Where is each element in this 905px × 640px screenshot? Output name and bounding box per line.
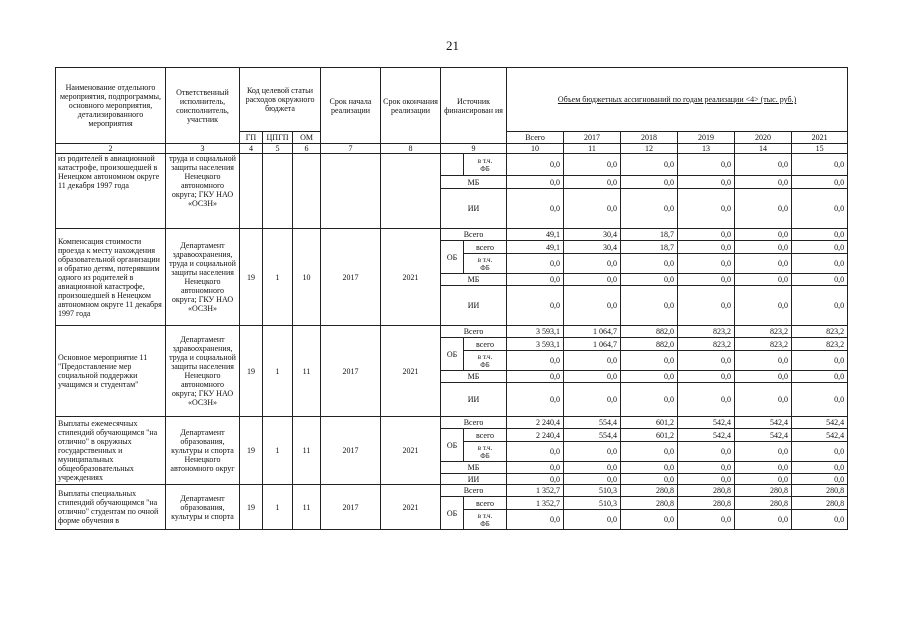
amount-cell: 0,0 bbox=[621, 176, 678, 189]
responsible-executor: Департамент образования, культуры и спорта Ненецкого автономного округ bbox=[166, 417, 240, 485]
table-row bbox=[56, 485, 848, 497]
source-ob-total-label: всего bbox=[464, 338, 507, 351]
amount-cell: 280,8 bbox=[678, 485, 735, 497]
col-number: 9 bbox=[441, 144, 507, 154]
code-gp: 19 bbox=[240, 485, 263, 530]
source-mb-label: МБ bbox=[441, 176, 507, 189]
measure-name: Выплаты специальных стипендий обучающимся "на отлично" студентам по очной форме обучения в bbox=[56, 485, 166, 530]
amount-cell: 0,0 bbox=[507, 254, 564, 274]
amount-cell: 280,8 bbox=[792, 485, 848, 497]
amount-cell: 0,0 bbox=[678, 371, 735, 383]
amount-cell: 0,0 bbox=[735, 286, 792, 326]
amount-cell: 0,0 bbox=[507, 154, 564, 176]
amount-cell: 30,4 bbox=[564, 241, 621, 254]
amount-cell: 0,0 bbox=[678, 274, 735, 286]
amount-cell: 0,0 bbox=[678, 442, 735, 462]
amount-cell: 0,0 bbox=[564, 254, 621, 274]
amount-cell: 3 593,1 bbox=[507, 326, 564, 338]
source-mb-label: МБ bbox=[441, 462, 507, 474]
amount-cell: 542,4 bbox=[735, 429, 792, 442]
amount-cell: 0,0 bbox=[792, 371, 848, 383]
amount-cell: 0,0 bbox=[735, 189, 792, 229]
amount-cell: 280,8 bbox=[678, 497, 735, 510]
code-pp: 1 bbox=[263, 229, 293, 326]
amount-cell: 0,0 bbox=[678, 229, 735, 241]
amount-cell: 0,0 bbox=[792, 229, 848, 241]
amount-cell: 0,0 bbox=[792, 176, 848, 189]
source-mb-label: МБ bbox=[441, 371, 507, 383]
amount-cell: 0,0 bbox=[678, 154, 735, 176]
responsible-executor: труда и социальной защиты населения Ненецкого автономного округа; ГКУ НАО «ОСЗН» bbox=[166, 154, 240, 229]
code-pp: 1 bbox=[263, 485, 293, 530]
amount-cell: 554,4 bbox=[564, 417, 621, 429]
amount-cell: 0,0 bbox=[678, 462, 735, 474]
page-number: 21 bbox=[446, 38, 459, 53]
vtch-label: в т.ч. bbox=[477, 511, 493, 520]
amount-cell: 510,3 bbox=[564, 497, 621, 510]
amount-cell: 542,4 bbox=[735, 417, 792, 429]
amount-cell: 0,0 bbox=[792, 351, 848, 371]
budget-table bbox=[55, 67, 848, 530]
amount-cell: 542,4 bbox=[792, 429, 848, 442]
fb-label: ФБ bbox=[480, 263, 490, 272]
amount-cell: 823,2 bbox=[792, 338, 848, 351]
amount-cell: 0,0 bbox=[735, 241, 792, 254]
source-ob-label: ОБ bbox=[441, 338, 464, 371]
header-responsible: Ответственный исполнитель, соисполнитель, участник bbox=[166, 68, 240, 144]
source-total-label: Всего bbox=[441, 326, 507, 338]
col-number: 4 bbox=[240, 144, 263, 154]
header-gp: ГП bbox=[240, 132, 263, 144]
amount-cell: 0,0 bbox=[621, 462, 678, 474]
amount-cell: 0,0 bbox=[792, 274, 848, 286]
amount-cell: 0,0 bbox=[564, 154, 621, 176]
responsible-executor: Департамент здравоохранения, труда и социальной защиты населения Ненецкого автономного округа; ГКУ НАО «ОСЗН» bbox=[166, 326, 240, 417]
amount-cell: 0,0 bbox=[507, 351, 564, 371]
amount-cell: 0,0 bbox=[621, 383, 678, 417]
amount-cell: 18,7 bbox=[621, 229, 678, 241]
responsible-executor: Департамент образования, культуры и спорта bbox=[166, 485, 240, 530]
col-number: 12 bbox=[621, 144, 678, 154]
vtch-label: в т.ч. bbox=[477, 255, 493, 264]
source-ob-label: ОБ bbox=[441, 429, 464, 462]
amount-cell: 0,0 bbox=[621, 510, 678, 530]
amount-cell: 0,0 bbox=[735, 229, 792, 241]
amount-cell: 30,4 bbox=[564, 229, 621, 241]
amount-cell: 280,8 bbox=[735, 497, 792, 510]
header-year: 2020 bbox=[735, 132, 792, 144]
amount-cell: 0,0 bbox=[564, 510, 621, 530]
amount-cell: 0,0 bbox=[678, 254, 735, 274]
end-year: 2021 bbox=[381, 326, 441, 417]
source-ob-total-label: всего bbox=[464, 429, 507, 442]
amount-cell: 0,0 bbox=[735, 383, 792, 417]
source-mb-label: МБ bbox=[441, 274, 507, 286]
source-ob-total-label: всего bbox=[464, 241, 507, 254]
amount-cell: 0,0 bbox=[678, 176, 735, 189]
code-om: 11 bbox=[293, 485, 321, 530]
amount-cell: 0,0 bbox=[621, 474, 678, 485]
amount-cell: 280,8 bbox=[621, 497, 678, 510]
end-year: 2021 bbox=[381, 229, 441, 326]
amount-cell: 0,0 bbox=[792, 442, 848, 462]
amount-cell: 0,0 bbox=[735, 154, 792, 176]
col-number: 8 bbox=[381, 144, 441, 154]
amount-cell: 0,0 bbox=[678, 351, 735, 371]
amount-cell: 0,0 bbox=[507, 176, 564, 189]
amount-cell: 0,0 bbox=[564, 383, 621, 417]
amount-cell: 0,0 bbox=[792, 383, 848, 417]
amount-cell: 0,0 bbox=[621, 189, 678, 229]
fb-label: ФБ bbox=[480, 360, 490, 369]
amount-cell: 0,0 bbox=[564, 371, 621, 383]
source-fb-label bbox=[464, 351, 507, 371]
amount-cell: 0,0 bbox=[564, 189, 621, 229]
amount-cell: 0,0 bbox=[507, 510, 564, 530]
col-number: 10 bbox=[507, 144, 564, 154]
source-fb-label bbox=[464, 510, 507, 530]
source-ob-spacer bbox=[441, 154, 464, 176]
code-cell bbox=[263, 154, 293, 229]
fb-label: ФБ bbox=[480, 164, 490, 173]
source-ii-label: ИИ bbox=[441, 383, 507, 417]
amount-cell: 601,2 bbox=[621, 429, 678, 442]
amount-cell: 0,0 bbox=[792, 189, 848, 229]
amount-cell: 0,0 bbox=[678, 383, 735, 417]
measure-name: из родителей в авиационной катастрофе, произошедшей в Ненецком автономном округе 11 декабря 1997 года bbox=[56, 154, 166, 229]
fb-label: ФБ bbox=[480, 451, 490, 460]
amount-cell: 0,0 bbox=[564, 286, 621, 326]
amount-cell: 0,0 bbox=[735, 371, 792, 383]
amount-cell: 2 240,4 bbox=[507, 429, 564, 442]
start-year: 2017 bbox=[321, 326, 381, 417]
end-year: 2021 bbox=[381, 417, 441, 485]
amount-cell: 601,2 bbox=[621, 417, 678, 429]
amount-cell: 0,0 bbox=[678, 286, 735, 326]
amount-cell: 823,2 bbox=[735, 326, 792, 338]
amount-cell: 0,0 bbox=[621, 371, 678, 383]
source-total-label: Всего bbox=[441, 229, 507, 241]
source-fb-label bbox=[464, 442, 507, 462]
amount-cell: 554,4 bbox=[564, 429, 621, 442]
vtch-label: в т.ч. bbox=[477, 443, 493, 452]
amount-cell: 0,0 bbox=[735, 254, 792, 274]
header-year: 2018 bbox=[621, 132, 678, 144]
col-number: 7 bbox=[321, 144, 381, 154]
amount-cell: 882,0 bbox=[621, 326, 678, 338]
source-fb-label bbox=[464, 154, 507, 176]
amount-cell: 0,0 bbox=[507, 274, 564, 286]
amount-cell: 0,0 bbox=[564, 474, 621, 485]
source-ii-label: ИИ bbox=[441, 474, 507, 485]
amount-cell: 882,0 bbox=[621, 338, 678, 351]
responsible-executor: Департамент здравоохранения, труда и социальной защиты населения Ненецкого автономного округа; ГКУ НАО «ОСЗН» bbox=[166, 229, 240, 326]
code-pp: 1 bbox=[263, 326, 293, 417]
source-ob-label: ОБ bbox=[441, 497, 464, 530]
col-number: 15 bbox=[792, 144, 848, 154]
amount-cell: 1 352,7 bbox=[507, 485, 564, 497]
code-om: 10 bbox=[293, 229, 321, 326]
amount-cell: 0,0 bbox=[735, 462, 792, 474]
amount-cell: 542,4 bbox=[792, 417, 848, 429]
source-ob-label: ОБ bbox=[441, 241, 464, 274]
amount-cell: 280,8 bbox=[792, 497, 848, 510]
header-name: Наименование отдельного мероприятия, подпрограммы, основного мероприятия, детализированного мероприятия bbox=[56, 68, 166, 144]
amount-cell: 823,2 bbox=[678, 338, 735, 351]
header-ppgp: ЦПГП bbox=[263, 132, 293, 144]
header-volume: Объем бюджетных ассигнований по годам реализации <4> (тыс. руб.) bbox=[557, 95, 797, 104]
amount-cell: 542,4 bbox=[678, 429, 735, 442]
amount-cell: 510,3 bbox=[564, 485, 621, 497]
amount-cell: 0,0 bbox=[735, 176, 792, 189]
col-number: 3 bbox=[166, 144, 240, 154]
code-cell bbox=[381, 154, 441, 229]
code-gp: 19 bbox=[240, 229, 263, 326]
amount-cell: 0,0 bbox=[621, 154, 678, 176]
amount-cell: 542,4 bbox=[678, 417, 735, 429]
table-row bbox=[56, 154, 848, 176]
amount-cell: 0,0 bbox=[792, 241, 848, 254]
amount-cell: 0,0 bbox=[564, 351, 621, 371]
header-code: Код целевой статьи расходов окружного бюджета bbox=[240, 68, 321, 132]
col-number: 6 bbox=[293, 144, 321, 154]
amount-cell: 0,0 bbox=[621, 274, 678, 286]
amount-cell: 0,0 bbox=[507, 462, 564, 474]
amount-cell: 0,0 bbox=[507, 371, 564, 383]
amount-cell: 0,0 bbox=[792, 510, 848, 530]
header-total: Всего bbox=[507, 132, 564, 144]
code-gp: 19 bbox=[240, 326, 263, 417]
amount-cell: 0,0 bbox=[621, 254, 678, 274]
code-om: 11 bbox=[293, 417, 321, 485]
col-number: 11 bbox=[564, 144, 621, 154]
amount-cell: 0,0 bbox=[735, 510, 792, 530]
amount-cell: 280,8 bbox=[621, 485, 678, 497]
amount-cell: 0,0 bbox=[792, 254, 848, 274]
col-number: 2 bbox=[56, 144, 166, 154]
amount-cell: 0,0 bbox=[621, 442, 678, 462]
amount-cell: 0,0 bbox=[564, 274, 621, 286]
col-number: 5 bbox=[263, 144, 293, 154]
start-year: 2017 bbox=[321, 417, 381, 485]
amount-cell: 823,2 bbox=[792, 326, 848, 338]
amount-cell: 0,0 bbox=[564, 176, 621, 189]
header-start: Срок начала реализации bbox=[321, 68, 381, 144]
amount-cell: 0,0 bbox=[735, 442, 792, 462]
fb-label: ФБ bbox=[480, 519, 490, 528]
amount-cell: 1 064,7 bbox=[564, 326, 621, 338]
amount-cell: 823,2 bbox=[735, 338, 792, 351]
header-year: 2019 bbox=[678, 132, 735, 144]
amount-cell: 0,0 bbox=[507, 189, 564, 229]
amount-cell: 0,0 bbox=[507, 286, 564, 326]
amount-cell: 2 240,4 bbox=[507, 417, 564, 429]
source-total-label: Всего bbox=[441, 485, 507, 497]
start-year: 2017 bbox=[321, 485, 381, 530]
measure-name: Выплаты ежемесячных стипендий обучающимся "на отлично" в окружных государственных и муниципальных общеобразовательных учреждениях bbox=[56, 417, 166, 485]
header-year: 2017 bbox=[564, 132, 621, 144]
amount-cell: 0,0 bbox=[621, 351, 678, 371]
amount-cell: 280,8 bbox=[735, 485, 792, 497]
amount-cell: 1 352,7 bbox=[507, 497, 564, 510]
end-year: 2021 bbox=[381, 485, 441, 530]
amount-cell: 0,0 bbox=[735, 274, 792, 286]
amount-cell: 0,0 bbox=[621, 286, 678, 326]
code-cell bbox=[321, 154, 381, 229]
col-number: 13 bbox=[678, 144, 735, 154]
amount-cell: 0,0 bbox=[792, 286, 848, 326]
measure-name: Основное мероприятие 11 "Предоставление мер социальной поддержки учащимся и студентам" bbox=[56, 326, 166, 417]
column-number-row bbox=[56, 144, 848, 154]
amount-cell: 0,0 bbox=[678, 510, 735, 530]
amount-cell: 0,0 bbox=[678, 241, 735, 254]
source-ii-label: ИИ bbox=[441, 286, 507, 326]
amount-cell: 1 064,7 bbox=[564, 338, 621, 351]
code-pp: 1 bbox=[263, 417, 293, 485]
amount-cell: 0,0 bbox=[564, 462, 621, 474]
source-fb-label bbox=[464, 254, 507, 274]
table-row bbox=[56, 229, 848, 241]
header-om: ОМ bbox=[293, 132, 321, 144]
amount-cell: 3 593,1 bbox=[507, 338, 564, 351]
amount-cell: 0,0 bbox=[507, 383, 564, 417]
code-om: 11 bbox=[293, 326, 321, 417]
table-row bbox=[56, 326, 848, 338]
code-cell bbox=[293, 154, 321, 229]
start-year: 2017 bbox=[321, 229, 381, 326]
measure-name: Компенсация стоимости проезда к месту нахождения образовательной организации и обратно детям, потерявшим одного из родителей в авиационной катастрофе, произошедшей в Ненецком автономном округе 11 декабря 1997 года bbox=[56, 229, 166, 326]
vtch-label: в т.ч. bbox=[477, 156, 493, 165]
amount-cell: 823,2 bbox=[678, 326, 735, 338]
header-year: 2021 bbox=[792, 132, 848, 144]
amount-cell: 0,0 bbox=[564, 442, 621, 462]
source-total-label: Всего bbox=[441, 417, 507, 429]
amount-cell: 18,7 bbox=[621, 241, 678, 254]
vtch-label: в т.ч. bbox=[477, 352, 493, 361]
table-row bbox=[56, 417, 848, 429]
col-number: 14 bbox=[735, 144, 792, 154]
amount-cell: 0,0 bbox=[678, 189, 735, 229]
amount-cell: 0,0 bbox=[792, 154, 848, 176]
budget-table-container bbox=[55, 67, 848, 530]
amount-cell: 0,0 bbox=[735, 474, 792, 485]
amount-cell: 49,1 bbox=[507, 229, 564, 241]
amount-cell: 0,0 bbox=[735, 351, 792, 371]
amount-cell: 0,0 bbox=[792, 462, 848, 474]
code-cell bbox=[240, 154, 263, 229]
code-gp: 19 bbox=[240, 417, 263, 485]
header-end: Срок окончания реализации bbox=[381, 68, 441, 144]
source-ii-label: ИИ bbox=[441, 189, 507, 229]
header-source: Источник финансирован ия bbox=[441, 68, 507, 144]
amount-cell: 0,0 bbox=[678, 474, 735, 485]
amount-cell: 0,0 bbox=[792, 474, 848, 485]
source-ob-total-label: всего bbox=[464, 497, 507, 510]
amount-cell: 0,0 bbox=[507, 442, 564, 462]
header-row-main bbox=[56, 68, 848, 132]
amount-cell: 49,1 bbox=[507, 241, 564, 254]
amount-cell: 0,0 bbox=[507, 474, 564, 485]
